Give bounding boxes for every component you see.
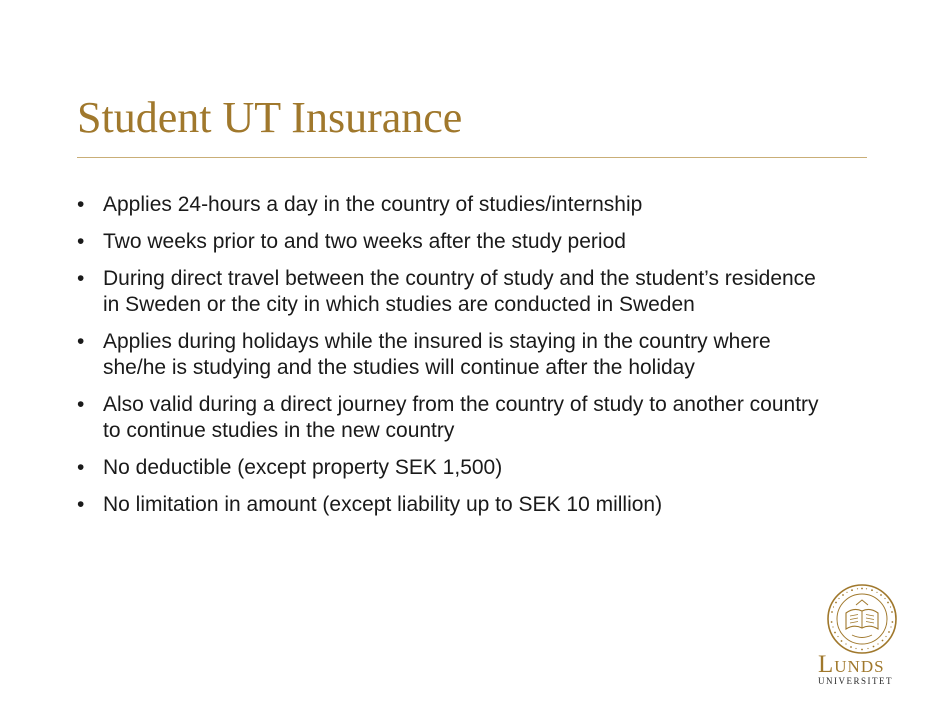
bullet-item: [77, 492, 837, 518]
university-seal-icon: [826, 583, 898, 655]
bullet-dot: •: [77, 493, 85, 516]
bullet-item: [77, 192, 837, 218]
bullet-text: Applies 24-hours a day in the country of studies/internship: [103, 193, 643, 216]
bullet-text: Also valid during a direct journey from the country of study to another country to continue studies in the new country: [103, 393, 819, 442]
bullet-dot: •: [77, 393, 85, 416]
bullet-text: No limitation in amount (except liability up to SEK 10 million): [103, 493, 663, 516]
bullet-item: [77, 266, 837, 318]
slide-title: Student UT Insurance: [77, 93, 463, 142]
bullet-dot: •: [77, 193, 85, 216]
bullet-text: No deductible (except property SEK 1,500): [103, 456, 503, 479]
bullet-text: Two weeks prior to and two weeks after the study period: [103, 230, 626, 253]
title-divider: [77, 157, 867, 158]
bullet-item: [77, 329, 837, 381]
bullet-list: [77, 192, 837, 529]
bullet-text: During direct travel between the country of study and the student’s residence in Sweden or the city in which studies are conducted in Sweden: [103, 267, 816, 316]
logo-subtitle: UNIVERSITET: [818, 676, 893, 686]
bullet-item: [77, 455, 837, 481]
bullet-text: Applies during holidays while the insured is staying in the country where she/he is studying and the studies will continue after the holiday: [103, 330, 771, 379]
bullet-item: [77, 392, 837, 444]
bullet-dot: •: [77, 267, 85, 290]
bullet-dot: •: [77, 230, 85, 253]
logo-wordmark: LUNDS: [818, 651, 885, 678]
bullet-item: [77, 229, 837, 255]
lunds-universitet-logo: [815, 583, 915, 693]
bullet-dot: •: [77, 456, 85, 479]
bullet-dot: •: [77, 330, 85, 353]
